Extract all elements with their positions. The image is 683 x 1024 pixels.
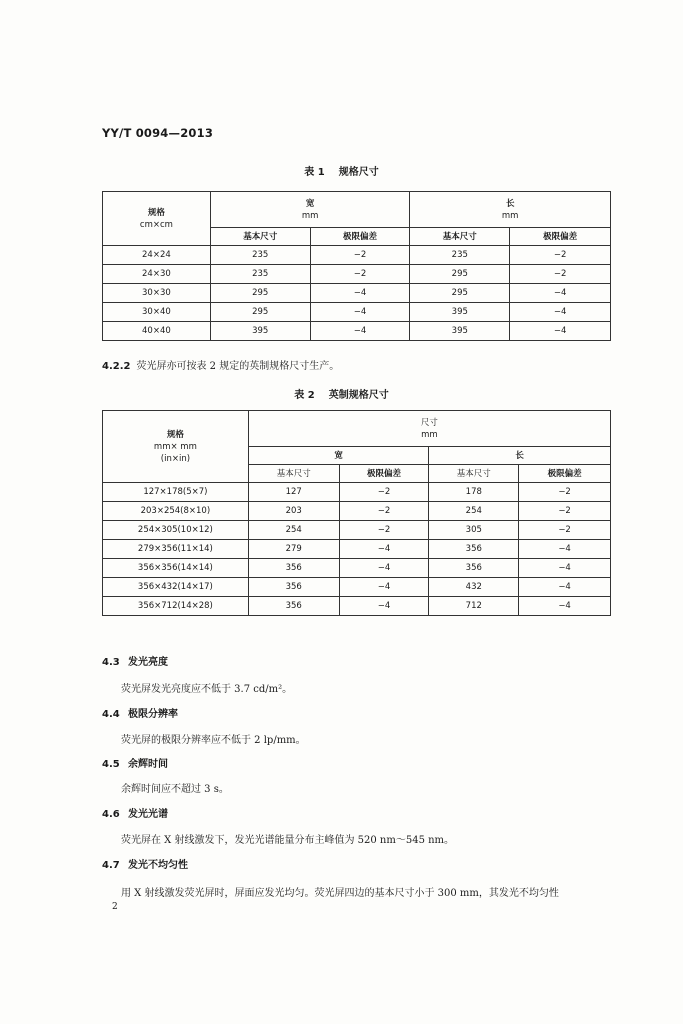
table2-cell-spec: 356×356(14×14)	[103, 559, 249, 578]
table2	[102, 410, 611, 616]
table1-length-header: 长 mm	[410, 192, 611, 228]
section-4-7-text: 用 X 射线激发荧光屏时，屏面应发光均匀。荧光屏四边的基本尺寸小于 300 mm，其发光不均匀性	[121, 888, 559, 899]
table2-cell-ld: −2	[519, 521, 611, 540]
table1-cell-ld: −4	[510, 284, 611, 303]
table2-width-basic-header: 基本尺寸	[248, 465, 339, 483]
table1-cell-wd: −4	[310, 284, 410, 303]
table1-length-dev-header: 极限偏差	[510, 228, 611, 246]
table1-cell-w: 295	[210, 284, 310, 303]
section-4-7-heading: 4.7 发光不均匀性	[102, 860, 188, 871]
table2-cell-spec: 127×178(5×7)	[103, 483, 249, 502]
table1-caption-title: 规格尺寸	[338, 167, 379, 178]
table1-cell-l: 235	[410, 246, 510, 265]
table1-cell-w: 395	[210, 322, 310, 341]
table2-spec-header: 规格 mm× mm (in×in)	[103, 411, 249, 483]
table2-cell-wd: −4	[339, 540, 429, 559]
section-4-4-text: 荧光屏的极限分辨率应不低于 2 lp/mm。	[121, 735, 306, 746]
table1-width-dev-header: 极限偏差	[310, 228, 410, 246]
section-4-4-heading: 4.4 极限分辨率	[102, 709, 178, 720]
table1-width-header: 宽 mm	[210, 192, 410, 228]
table2-cell-wd: −2	[339, 521, 429, 540]
table-row	[103, 284, 611, 303]
clause-4-2-2	[102, 357, 339, 372]
table-row	[103, 265, 611, 284]
table1-cell-l: 395	[410, 322, 510, 341]
section-4-5-text: 余辉时间应不超过 3 s。	[121, 784, 229, 795]
table1-spec-header: 规格 cm×cm	[103, 192, 211, 246]
table2-cell-wd: −2	[339, 483, 429, 502]
table2-cell-l: 356	[429, 540, 519, 559]
table2-cell-w: 356	[248, 559, 339, 578]
table1-cell-spec: 40×40	[103, 322, 211, 341]
table1-cell-l: 395	[410, 303, 510, 322]
table1-cell-w: 235	[210, 246, 310, 265]
table1-caption-number: 表 1	[304, 167, 325, 178]
section-4-3-text: 荧光屏发光亮度应不低于 3.7 cd/m²。	[121, 684, 293, 695]
table-row	[103, 502, 611, 521]
table2-cell-wd: −4	[339, 578, 429, 597]
table-row	[103, 559, 611, 578]
table2-caption-title: 英制规格尺寸	[328, 390, 389, 401]
table1-cell-wd: −2	[310, 265, 410, 284]
table1-width-basic-header: 基本尺寸	[210, 228, 310, 246]
standard-code: YY/T 0094—2013	[102, 126, 214, 140]
table1-cell-w: 235	[210, 265, 310, 284]
table1-cell-spec: 30×30	[103, 284, 211, 303]
table2-length-header: 长	[429, 447, 611, 465]
table2-cell-w: 356	[248, 578, 339, 597]
table2-cell-ld: −2	[519, 483, 611, 502]
table1-cell-l: 295	[410, 284, 510, 303]
table-row	[103, 322, 611, 341]
table1-cell-spec: 30×40	[103, 303, 211, 322]
table2-cell-w: 279	[248, 540, 339, 559]
clause-number: 4.2.2	[102, 361, 131, 372]
table1-cell-ld: −2	[510, 265, 611, 284]
table-row	[103, 578, 611, 597]
table2-cell-spec: 279×356(11×14)	[103, 540, 249, 559]
table-row	[103, 521, 611, 540]
section-4-5-heading: 4.5 余辉时间	[102, 759, 168, 770]
table-row	[103, 303, 611, 322]
table2-cell-wd: −2	[339, 502, 429, 521]
table2-caption	[0, 386, 683, 401]
table-row	[103, 246, 611, 265]
table1	[102, 191, 611, 341]
table2-width-dev-header: 极限偏差	[339, 465, 429, 483]
table2-cell-spec: 356×712(14×28)	[103, 597, 249, 616]
table1-caption	[0, 163, 683, 178]
table2-cell-l: 432	[429, 578, 519, 597]
table2-caption-number: 表 2	[294, 390, 315, 401]
table2-cell-w: 254	[248, 521, 339, 540]
table-row	[103, 597, 611, 616]
section-4-6-heading: 4.6 发光光谱	[102, 809, 168, 820]
table2-cell-l: 305	[429, 521, 519, 540]
clause-text: 荧光屏亦可按表 2 规定的英制规格尺寸生产。	[136, 361, 340, 372]
table1-cell-ld: −2	[510, 246, 611, 265]
table1-length-basic-header: 基本尺寸	[410, 228, 510, 246]
table2-cell-wd: −4	[339, 597, 429, 616]
table1-cell-spec: 24×24	[103, 246, 211, 265]
table2-cell-ld: −4	[519, 597, 611, 616]
table2-cell-l: 356	[429, 559, 519, 578]
table2-cell-ld: −4	[519, 559, 611, 578]
table2-cell-w: 356	[248, 597, 339, 616]
table1-cell-spec: 24×30	[103, 265, 211, 284]
table2-cell-w: 203	[248, 502, 339, 521]
table2-cell-spec: 356×432(14×17)	[103, 578, 249, 597]
table2-cell-spec: 203×254(8×10)	[103, 502, 249, 521]
table1-cell-ld: −4	[510, 322, 611, 341]
table2-cell-w: 127	[248, 483, 339, 502]
table2-cell-spec: 254×305(10×12)	[103, 521, 249, 540]
table1-cell-wd: −4	[310, 303, 410, 322]
table1-cell-wd: −4	[310, 322, 410, 341]
table2-cell-ld: −4	[519, 578, 611, 597]
table2-cell-ld: −2	[519, 502, 611, 521]
table2-cell-ld: −4	[519, 540, 611, 559]
section-4-6-text: 荧光屏在 X 射线激发下，发光光谱能量分布主峰值为 520 nm～545 nm。	[121, 835, 455, 846]
table2-cell-l: 254	[429, 502, 519, 521]
table-row	[103, 540, 611, 559]
table1-cell-l: 295	[410, 265, 510, 284]
page-number: 2	[112, 902, 118, 912]
table2-length-basic-header: 基本尺寸	[429, 465, 519, 483]
section-4-3-heading: 4.3 发光亮度	[102, 657, 168, 668]
table2-length-dev-header: 极限偏差	[519, 465, 611, 483]
table2-cell-l: 712	[429, 597, 519, 616]
table2-cell-wd: −4	[339, 559, 429, 578]
table2-cell-l: 178	[429, 483, 519, 502]
table1-cell-wd: −2	[310, 246, 410, 265]
table1-cell-ld: −4	[510, 303, 611, 322]
table2-size-header: 尺寸 mm	[248, 411, 610, 447]
table1-cell-w: 295	[210, 303, 310, 322]
table2-width-header: 宽	[248, 447, 429, 465]
table-row	[103, 483, 611, 502]
